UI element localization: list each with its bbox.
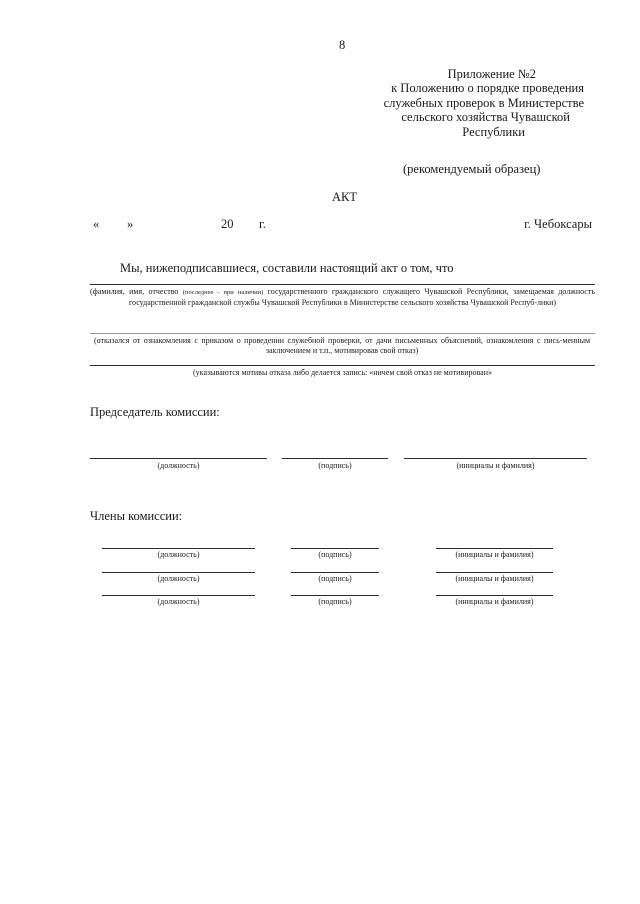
hint-employee-a: (фамилия, имя, отчество bbox=[90, 287, 183, 296]
hint-motives: (указываются мотивы отказа либо делается запись: «ничем свой отказ не мотивирован» bbox=[193, 368, 492, 377]
member-name-line bbox=[436, 572, 553, 573]
member-signature-line bbox=[291, 572, 379, 573]
chairman-label: Председатель комиссии: bbox=[90, 405, 220, 419]
date-year-suffix: г. bbox=[259, 217, 266, 231]
member-name-hint: (инициалы и фамилия) bbox=[455, 597, 534, 606]
member-signature-hint: (подпись) bbox=[318, 597, 352, 606]
page-number: 8 bbox=[339, 38, 346, 52]
member-signature-hint: (подпись) bbox=[318, 574, 352, 583]
member-signature-line bbox=[291, 595, 379, 596]
date-year-prefix: 20 bbox=[221, 217, 234, 231]
chairman-name-hint: (инициалы и фамилия) bbox=[456, 461, 535, 470]
hint-refusal: (отказался от ознакомления с приказом о проведении служебной проверки, от дачи письменных объяснений, ознакомления с пись-менным заключением и т.п., мотивировав свой отказ) bbox=[94, 336, 590, 355]
date-close-quote: » bbox=[127, 217, 134, 231]
fill-line-2 bbox=[90, 333, 595, 334]
act-title: АКТ bbox=[332, 190, 357, 204]
chairman-position-hint: (должность) bbox=[157, 461, 200, 470]
member-position-line bbox=[102, 572, 255, 573]
chairman-position-line bbox=[90, 458, 267, 459]
members-label: Члены комиссии: bbox=[90, 509, 183, 523]
chairman-signature-line bbox=[282, 458, 388, 459]
hint-employee-small: (последнее - при наличии) bbox=[182, 289, 264, 296]
appendix-line: к Положению о порядке проведения bbox=[391, 81, 584, 96]
appendix-line: Приложение №2 bbox=[447, 67, 536, 81]
fill-line-1 bbox=[90, 284, 595, 285]
appendix-line: служебных проверок в Министерстве bbox=[383, 95, 584, 110]
appendix-line: Республики bbox=[462, 124, 525, 139]
date-open-quote: « bbox=[93, 217, 100, 231]
member-position-hint: (должность) bbox=[157, 597, 200, 606]
appendix-header bbox=[284, 67, 584, 139]
chairman-signature-hint: (подпись) bbox=[318, 461, 352, 470]
member-position-hint: (должность) bbox=[157, 550, 200, 559]
appendix-line: сельского хозяйства Чувашской bbox=[401, 110, 570, 125]
member-signature-hint: (подпись) bbox=[318, 550, 352, 559]
member-name-line bbox=[436, 595, 553, 596]
member-name-hint: (инициалы и фамилия) bbox=[455, 574, 534, 583]
member-position-line bbox=[102, 595, 255, 596]
city: г. Чебоксары bbox=[524, 217, 592, 231]
hint-employee bbox=[90, 287, 595, 308]
member-position-line bbox=[102, 548, 255, 549]
intro-text: Мы, нижеподписавшиеся, составили настоящий акт о том, что bbox=[120, 261, 454, 275]
member-name-hint: (инициалы и фамилия) bbox=[455, 550, 534, 559]
member-position-hint: (должность) bbox=[157, 574, 200, 583]
hint-employee-b: государственного гражданского служащего Чувашской Республики, замещаемая должность государственной гражданской службы Чувашской Республики в Министерстве сельского хозяйства Чувашской Респуб-лики) bbox=[128, 287, 596, 307]
member-signature-line bbox=[291, 548, 379, 549]
member-name-line bbox=[436, 548, 553, 549]
fill-line-3 bbox=[90, 365, 595, 366]
sample-note: (рекомендуемый образец) bbox=[403, 162, 541, 176]
chairman-name-line bbox=[404, 458, 587, 459]
